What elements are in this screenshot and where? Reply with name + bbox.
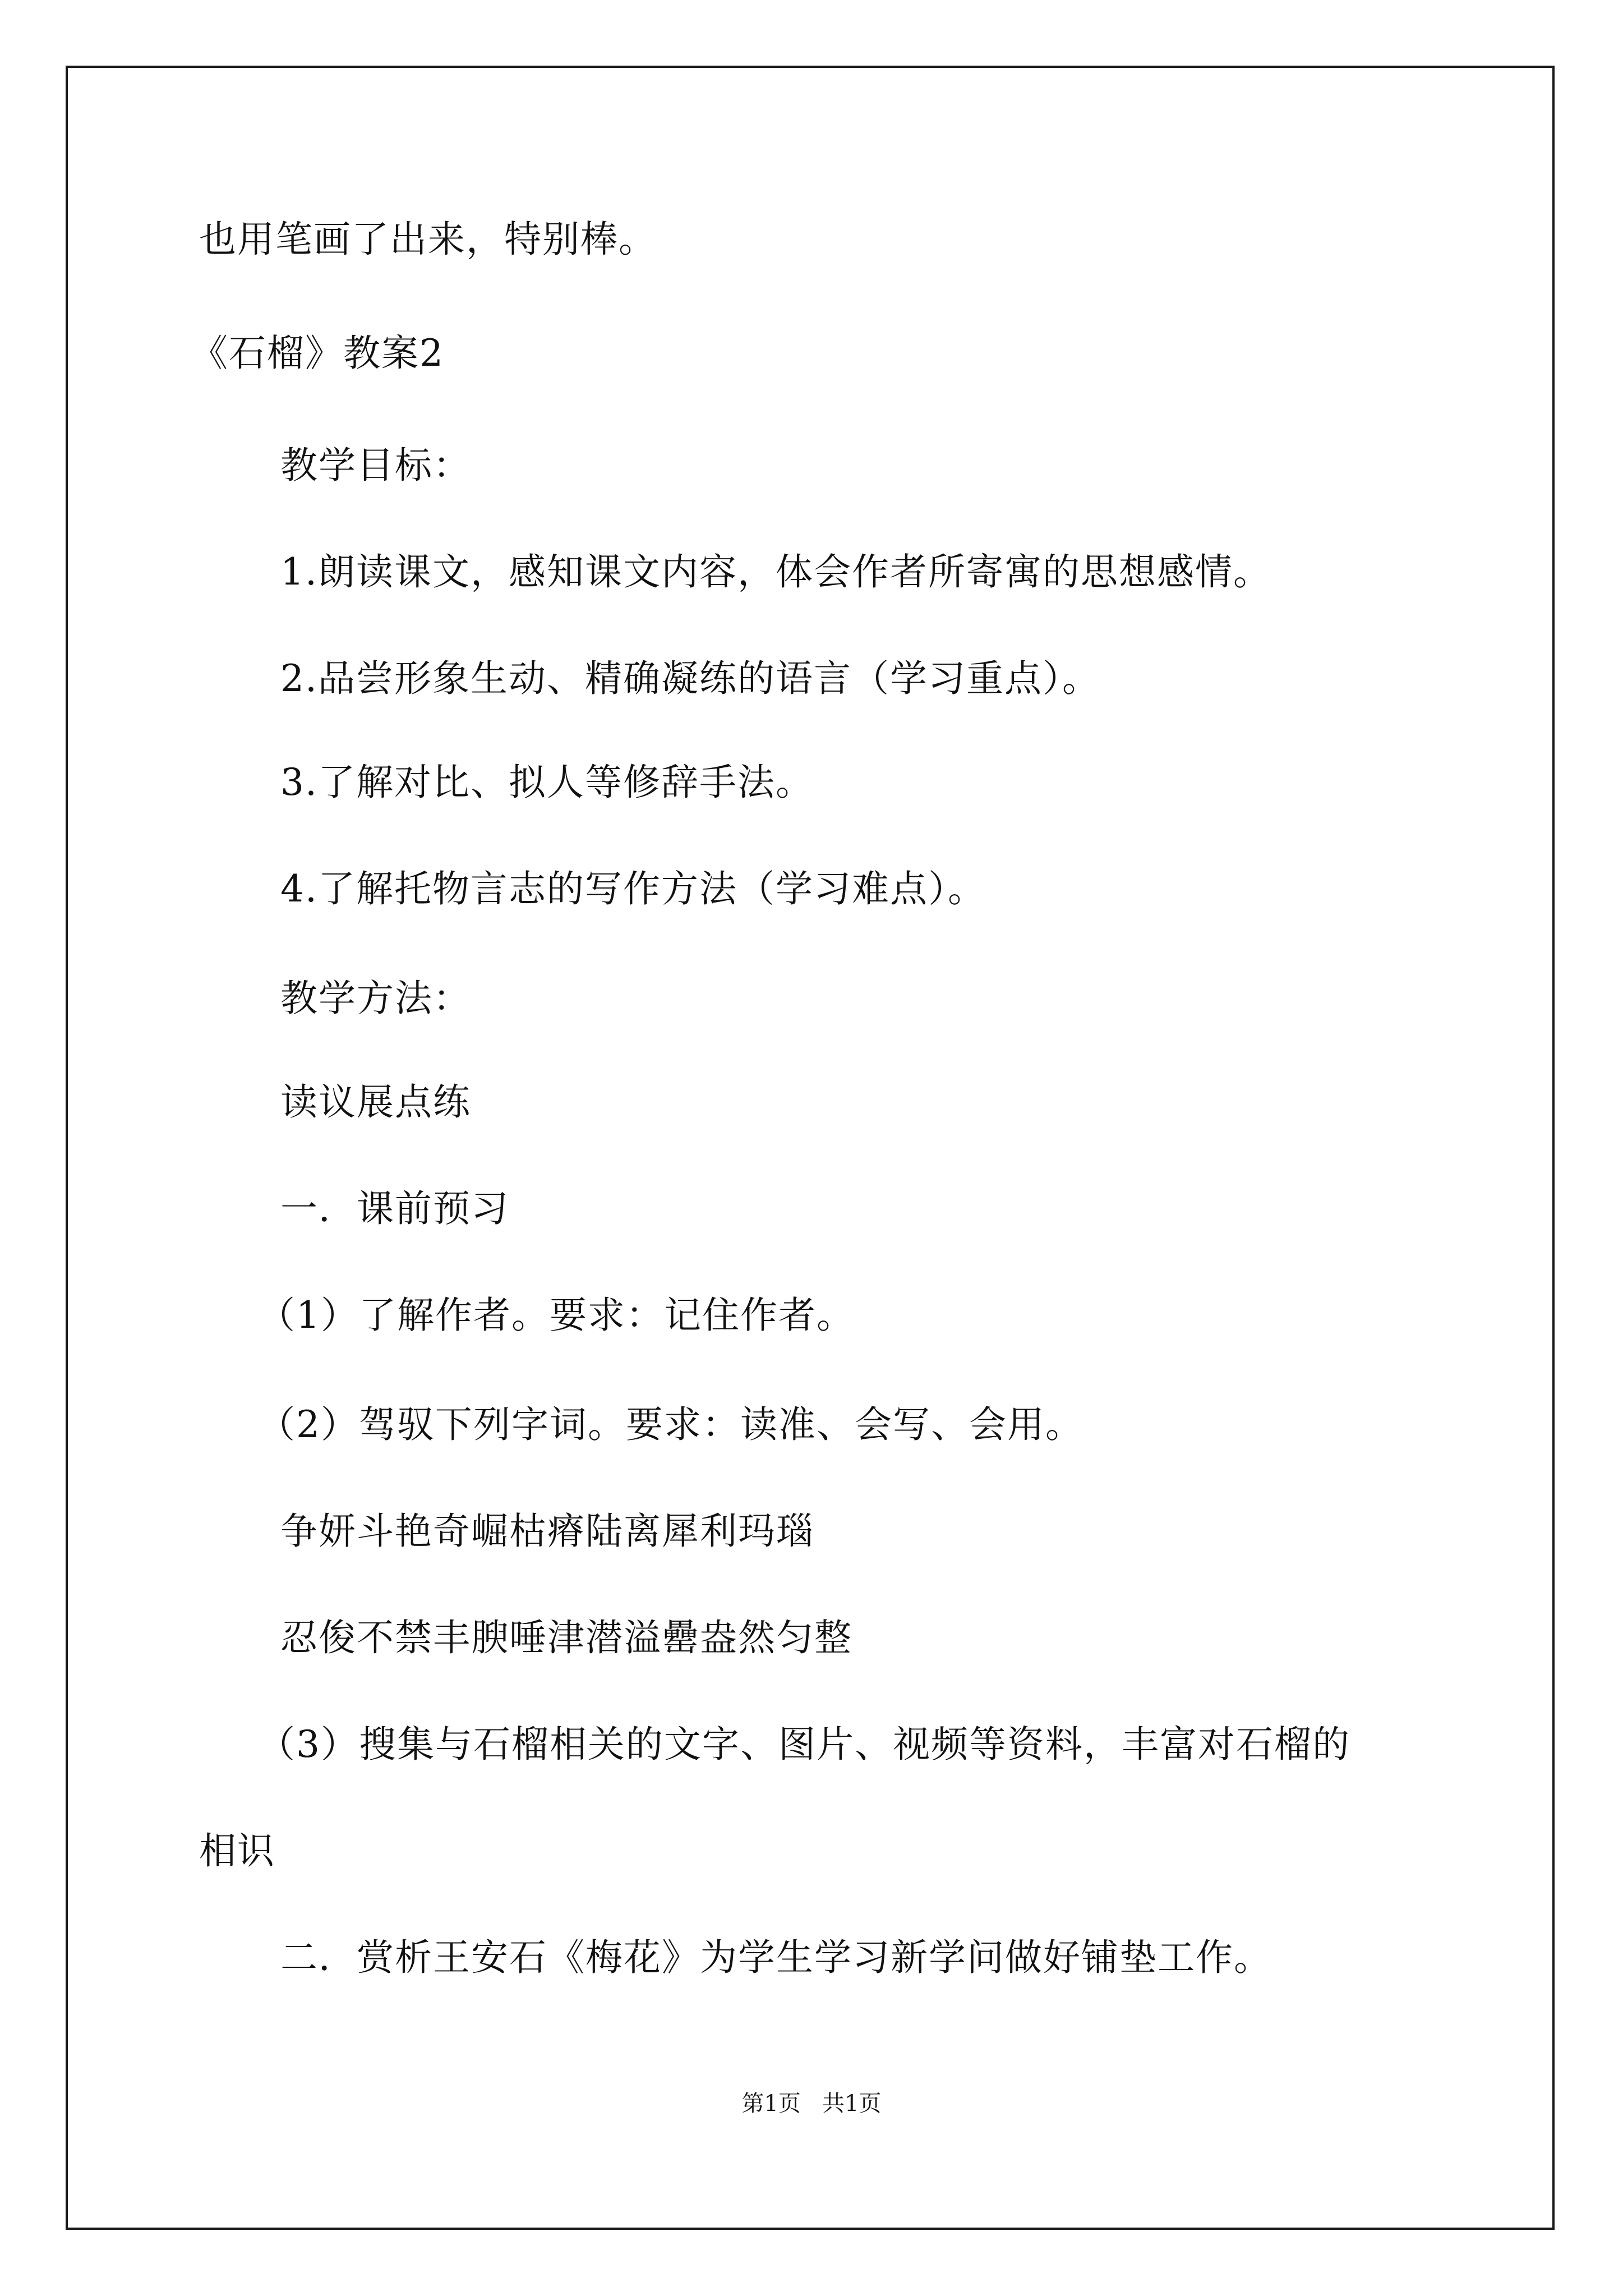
vocabulary-line-2: 忍俊不禁丰腴唾津潜溢罍盎然匀整 <box>280 1616 852 1659</box>
objective-4: 4.了解托物言志的写作方法（学习难点）。 <box>280 867 986 910</box>
heading-teaching-methods: 教学方法： <box>280 977 471 1020</box>
heading-teaching-objectives: 教学目标： <box>280 444 471 487</box>
page-border <box>66 66 1555 2230</box>
section-title: 《石榴》教案2 <box>191 332 444 375</box>
objective-3: 3.了解对比、拟人等修辞手法。 <box>280 761 814 804</box>
vocabulary-line-1: 争妍斗艳奇崛枯瘠陆离犀利玛瑙 <box>280 1510 814 1553</box>
objective-1: 1.朗读课文，感知课文内容，体会作者所寄寓的思想感情。 <box>280 550 1271 593</box>
page-footer: 第1页 共1页 <box>741 2091 882 2116</box>
methods-text: 读议展点练 <box>280 1080 471 1124</box>
pre-study-item-2: （2）驾驭下列字词。要求：读准、会写、会用。 <box>258 1403 1083 1446</box>
objective-2: 2.品尝形象生动、精确凝练的语言（学习重点）。 <box>280 657 1100 700</box>
section-pre-study: 一．课前预习 <box>280 1187 509 1230</box>
section-appreciation: 二．赏析王安石《梅花》为学生学习新学问做好铺垫工作。 <box>280 1936 1272 1979</box>
pre-study-item-3: （3）搜集与石榴相关的文字、图片、视频等资料，丰富对石榴的 <box>258 1723 1350 1766</box>
pre-study-item-1: （1）了解作者。要求：记住作者。 <box>258 1294 855 1337</box>
text-line-1: 也用笔画了出来，特别棒。 <box>199 218 657 261</box>
pre-study-item-3-cont: 相识 <box>199 1829 275 1872</box>
